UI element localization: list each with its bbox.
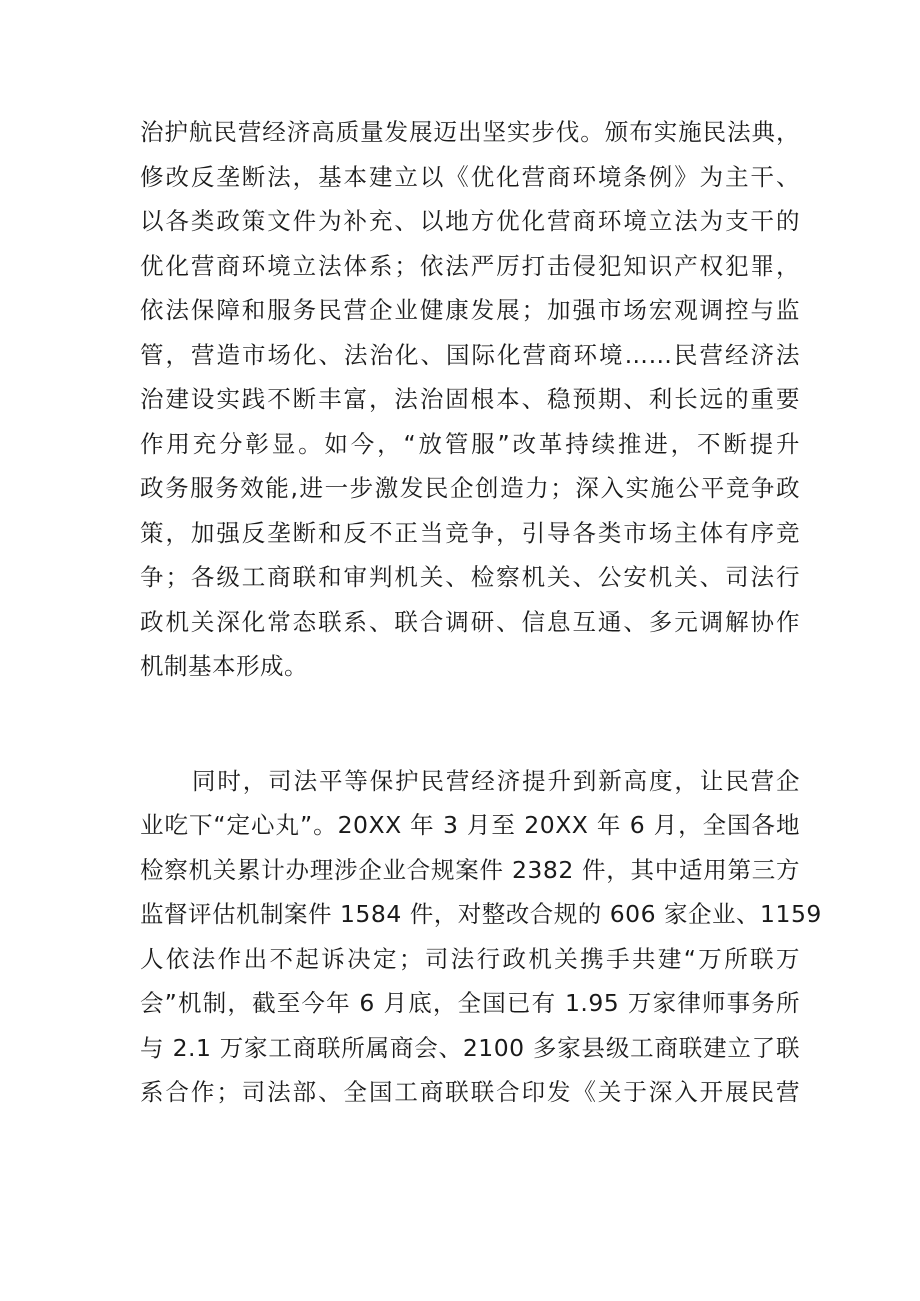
text-line: 治建设实践不断丰富，法治固根本、稳预期、利长远的重要 [140, 385, 800, 413]
paragraph-rule-of-law-progress [140, 110, 800, 689]
text-line: 修改反垄断法，基本建立以《优化营商环境条例》为主干、 [140, 162, 800, 191]
text-line: 检察机关累计办理涉企业合规案件 2382 件，其中适用第三方 [140, 855, 800, 884]
text-line: 治护航民营经济高质量发展迈出坚实步伐。颁布实施民法典， [140, 118, 800, 146]
paragraph-judicial-protection [140, 759, 822, 1115]
paragraph-spacer [140, 689, 800, 759]
text-line: 系合作；司法部、全国工商联联合印发《关于深入开展民营 [140, 1078, 800, 1106]
text-line: 策，加强反垄断和反不正当竞争，引导各类市场主体有序竞 [140, 518, 800, 547]
text-line: 优化营商环境立法体系；依法严厉打击侵犯知识产权犯罪， [140, 251, 800, 280]
text-line: 依法保障和服务民营企业健康发展；加强市场宏观调控与监 [140, 296, 800, 324]
text-line: 争；各级工商联和审判机关、检察机关、公安机关、司法行 [140, 563, 800, 591]
text-line: 管，营造市场化、法治化、国际化营商环境……民营经济法 [140, 340, 800, 369]
text-line: 会”机制，截至今年 6 月底，全国已有 1.95 万家律师事务所 [140, 989, 800, 1017]
document-body [140, 110, 822, 1115]
text-line: 作用充分彰显。如今，“放管服”改革持续推进，不断提升 [140, 429, 800, 458]
text-line: 政务服务效能,进一步激发民企创造力；深入实施公平竞争政 [140, 474, 800, 502]
text-line: 监督评估机制案件 1584 件，对整改合规的 606 家企业、1159 [140, 900, 822, 928]
text-line: 机制基本形成。 [140, 652, 308, 680]
text-line: 与 2.1 万家工商联所属商会、2100 多家县级工商联建立了联 [140, 1033, 800, 1062]
text-line: 人依法作出不起诉决定；司法行政机关携手共建“万所联万 [140, 944, 800, 973]
text-line: 以各类政策文件为补充、以地方优化营商环境立法为支干的 [140, 207, 800, 235]
text-line: 同时，司法平等保护民营经济提升到新高度，让民营企 [192, 766, 800, 795]
text-line: 政机关深化常态联系、联合调研、信息互通、多元调解协作 [140, 607, 800, 636]
text-line: 业吃下“定心丸”。20XX 年 3 月至 20XX 年 6 月，全国各地 [140, 811, 800, 839]
